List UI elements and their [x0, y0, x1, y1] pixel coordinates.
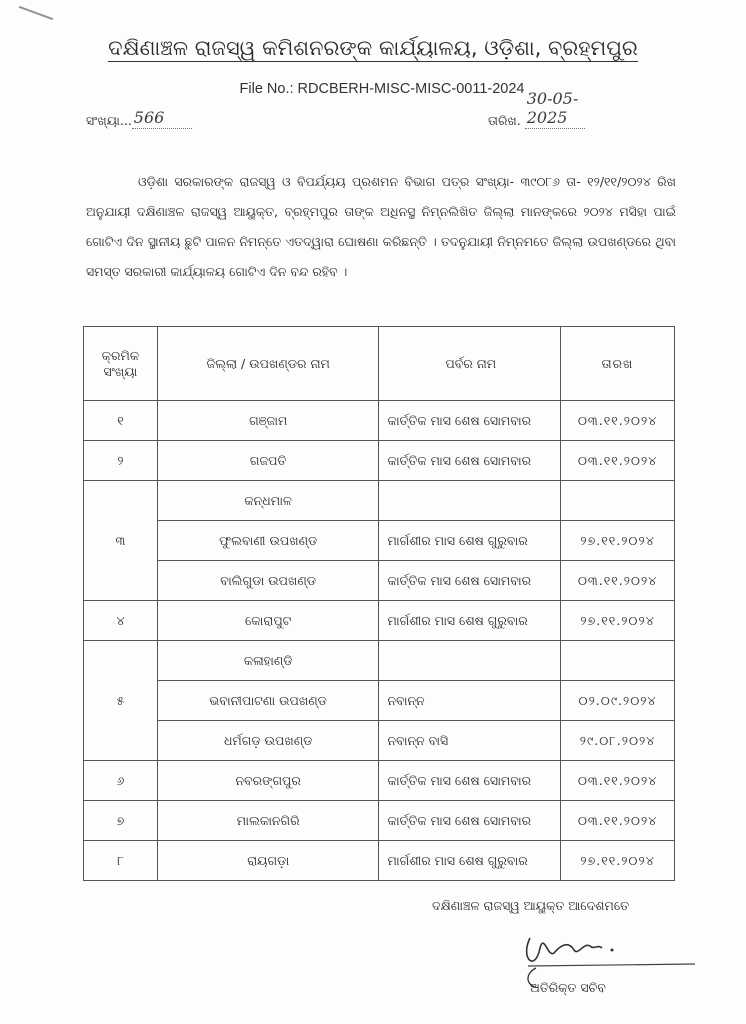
cell-date: ୨୯.୦୮.୨୦୨୪	[561, 721, 675, 761]
cell-festival: ମାର୍ଗଶୀର ମାସ ଶେଷ ଗୁରୁବାର	[379, 601, 561, 641]
cell-district: ନବରଙ୍ଗପୁର	[157, 761, 379, 801]
cell-festival: ମାର୍ଗଶୀର ମାସ ଶେଷ ଗୁରୁବାର	[379, 521, 561, 561]
table-row	[84, 521, 675, 561]
table-row	[84, 761, 675, 801]
cell-district: ଗଜପତି	[157, 441, 379, 481]
cell-date: ୦୩.୧୧.୨୦୨୪	[561, 761, 675, 801]
cell-date: ୦୩.୧୧.୨୦୨୪	[561, 801, 675, 841]
cell-date: ୦୩.୧୧.୨୦୨୪	[561, 561, 675, 601]
table-row	[84, 801, 675, 841]
cell-serial: ୧	[84, 401, 158, 441]
cell-subdivision: ଧର୍ମଗଡ଼ ଉପଖଣ୍ଡ	[157, 721, 379, 761]
cell-date: ୦୨.୦୯.୨୦୨୪	[561, 681, 675, 721]
cell-date: ୦୩.୧୧.୨୦୨୪	[561, 401, 675, 441]
cell-festival: କାର୍ତ୍ତିକ ମାସ ଶେଷ ସୋମବାର	[379, 401, 561, 441]
cell-serial: ୬	[84, 761, 158, 801]
body-paragraph	[86, 167, 676, 287]
table-row	[84, 601, 675, 641]
cell-festival: ମାର୍ଗଶୀର ମାସ ଶେଷ ଗୁରୁବାର	[379, 841, 561, 881]
table-row	[84, 641, 675, 681]
cell-date	[561, 641, 675, 681]
cell-serial: ୨	[84, 441, 158, 481]
letter-date-value: 30-05-2025	[526, 89, 579, 127]
table-row	[84, 561, 675, 601]
cell-serial: ୫	[84, 641, 158, 761]
cell-festival: ନବାନ୍ନ	[379, 681, 561, 721]
cell-district: ରାୟଗଡ଼ା	[157, 841, 379, 881]
cell-subdivision: ଭବାନୀପାଟଣା ଉପଖଣ୍ଡ	[157, 681, 379, 721]
cell-festival	[379, 481, 561, 521]
header-district: ଜିଲ୍ଲା / ଉପଖଣ୍ଡର ନାମ	[157, 327, 379, 401]
cell-date: ୨୭.୧୧.୨୦୨୪	[561, 601, 675, 641]
header-date: ତାରଖ	[561, 327, 675, 401]
cell-district: ମାଲକାନଗିରି	[157, 801, 379, 841]
pen-mark	[19, 6, 54, 20]
table-row	[84, 681, 675, 721]
letter-date	[488, 89, 585, 129]
body-paragraph-text: ଓଡ଼ିଶା ସରକାରଙ୍କ ରାଜସ୍ୱ ଓ ବିପର୍ଯ୍ୟୟ ପ୍ରଶମନ ବିଭାଗ ପତ୍ର ସଂଖ୍ୟା- ୩୯୦୮୬ ତା- ୧୨/୧୧/୨୦୨୪ ରିଖ ଅନୁଯାୟୀ ଦକ୍ଷିଣାଞ୍ଚଳ ରାଜସ୍ୱ ଆୟୁକ୍ତ, ବ୍ରହ୍ମପୁର ତାଙ୍କ ଅଧିନସ୍ଥ ନିମ୍ନଲିଖିତ ଜିଲ୍ଲା ମାନଙ୍କରେ ୨୦୨୪ ମସିହା ପାଇଁ ଗୋଟିଏ ଦିନ ସ୍ଥାନୀୟ ଛୁଟି ପାଳନ ନିମନ୍ତେ ଏତଦ୍ୱାରା ଘୋଷଣା କରିଛନ୍ତି । ତଦନୁଯାୟୀ ନିମ୍ନମତେ ଜିଲ୍ଲା ଉପଖଣ୍ଡରେ ଥିବା ସମସ୍ତ ସରକାରୀ କାର୍ଯ୍ୟାଳୟ ଗୋଟିଏ ଦିନ ବନ୍ଦ ରହିବ ।	[86, 174, 676, 279]
letter-number	[86, 108, 192, 129]
cell-district: କୋରାପୁଟ	[157, 601, 379, 641]
signature	[520, 928, 700, 988]
cell-serial: ୭	[84, 801, 158, 841]
signatory-designation: ଅତିରିକ୍ତ ସଚିବ	[530, 980, 606, 995]
cell-serial: ୮	[84, 841, 158, 881]
table-row	[84, 721, 675, 761]
cell-date: ୨୭.୧୧.୨୦୨୪	[561, 521, 675, 561]
file-number: File No.: RDCBERH-MISC-MISC-0011-2024	[239, 81, 525, 97]
cell-serial: ୩	[84, 481, 158, 601]
table-row	[84, 441, 675, 481]
cell-date: ୨୭.୧୧.୨୦୨୪	[561, 841, 675, 881]
letter-number-label: ସଂଖ୍ୟା...	[86, 113, 132, 128]
cell-date: ୦୩.୧୧.୨୦୨୪	[561, 441, 675, 481]
signing-authority: ଦକ୍ଷିଣାଞ୍ଚଳ ରାଜସ୍ୱ ଆୟୁକ୍ତ ଆଦେଶମତେ	[432, 898, 629, 913]
table-row	[84, 841, 675, 881]
cell-festival: କାର୍ତ୍ତିକ ମାସ ଶେଷ ସୋମବାର	[379, 801, 561, 841]
letter-date-label: ତାରିଖ.	[488, 113, 525, 128]
cell-district: କଳାହାଣ୍ଡି	[157, 641, 379, 681]
cell-district: କନ୍ଧମାଳ	[157, 481, 379, 521]
cell-district: ଗଞ୍ଜାମ	[157, 401, 379, 441]
office-title-text: ଦକ୍ଷିଣାଞ୍ଚଳ ରାଜସ୍ୱ କମିଶନରଙ୍କ କାର୍ଯ୍ୟାଳୟ, ଓଡ଼ିଶା, ବ୍ରହ୍ମପୁର	[108, 36, 638, 60]
cell-festival: ନବାନ୍ନ ବାସି	[379, 721, 561, 761]
header-festival: ପର୍ବର ନାମ	[379, 327, 561, 401]
cell-date	[561, 481, 675, 521]
cell-subdivision: ବାଲିଗୁଡା ଉପଖଣ୍ଡ	[157, 561, 379, 601]
header-serial: କ୍ରମିକ ସଂଖ୍ୟା	[84, 327, 158, 401]
cell-festival	[379, 641, 561, 681]
cell-serial: ୪	[84, 601, 158, 641]
table-row	[84, 401, 675, 441]
office-title	[0, 36, 746, 61]
cell-festival: କାର୍ତ୍ତିକ ମାସ ଶେଷ ସୋମବାର	[379, 561, 561, 601]
cell-festival: କାର୍ତ୍ତିକ ମାସ ଶେଷ ସୋମବାର	[379, 761, 561, 801]
cell-festival: କାର୍ତ୍ତିକ ମାସ ଶେଷ ସୋମବାର	[379, 441, 561, 481]
table-row	[84, 481, 675, 521]
cell-subdivision: ଫୁଲବାଣୀ ଉପଖଣ୍ଡ	[157, 521, 379, 561]
letter-number-value: 566	[133, 108, 165, 127]
table-header-row	[84, 327, 675, 401]
holiday-table	[83, 326, 675, 881]
